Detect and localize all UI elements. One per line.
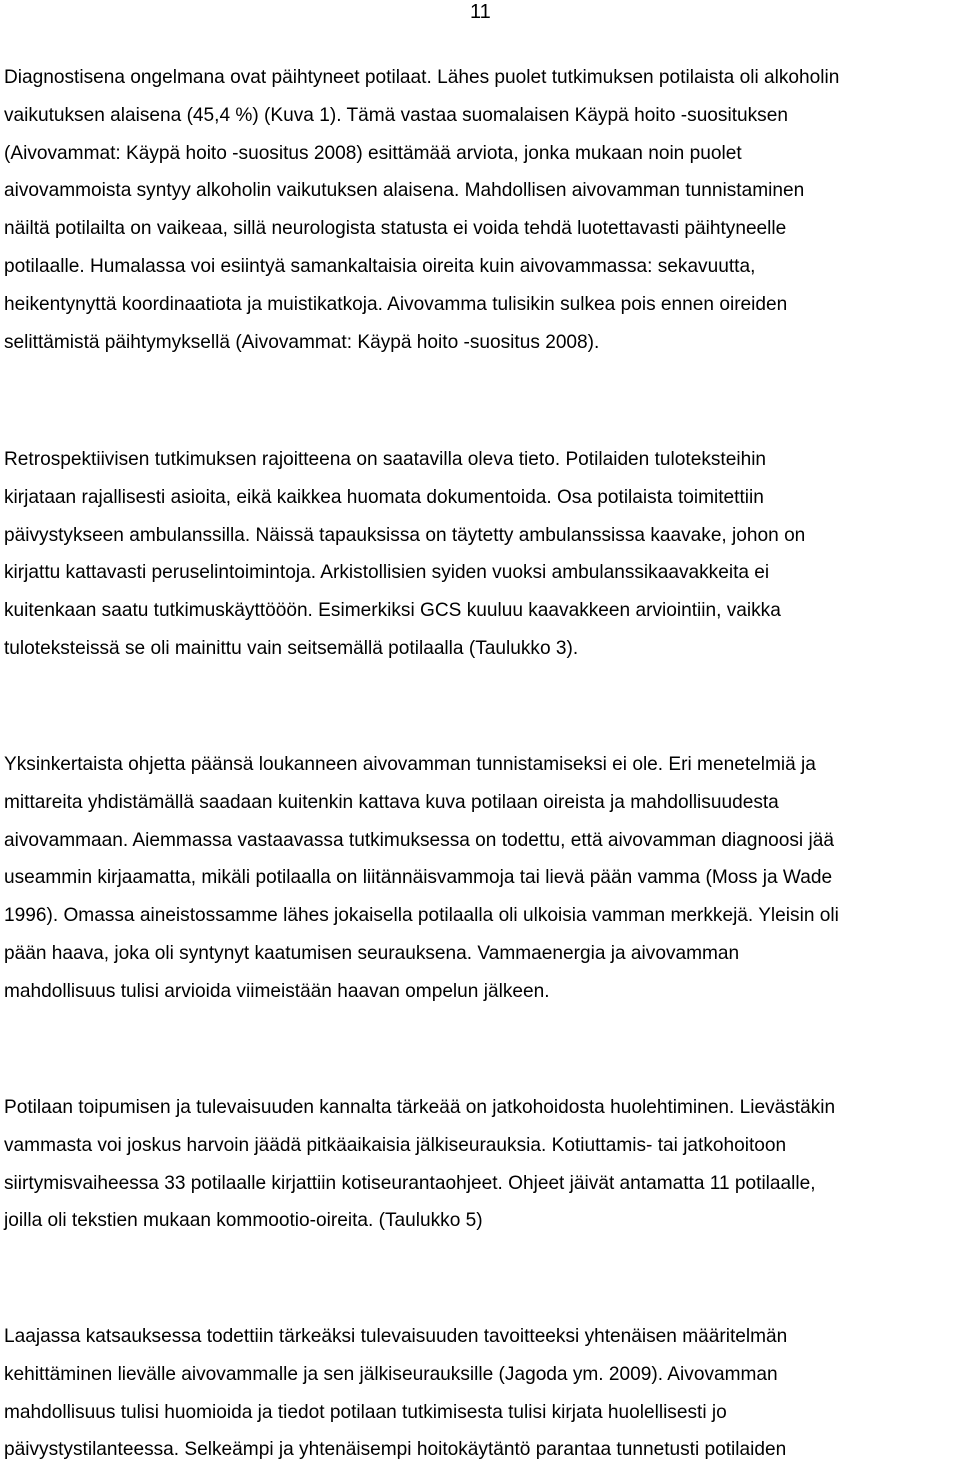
paragraph-2	[4, 441, 954, 668]
text-line: vammasta voi joskus harvoin jäädä pitkäaikaisia jälkiseurauksia. Kotiuttamis- tai jatkohoitoon	[4, 1134, 787, 1156]
text-line: siirtymisvaiheessa 33 potilaalle kirjattiin kotiseurantaohjeet. Ohjeet jäivät antamatta 11 potilaalle,	[4, 1172, 816, 1194]
text-line: (Aivovammat: Käypä hoito -suositus 2008) esittämää arviota, jonka mukaan noin puolet	[4, 142, 742, 164]
text-line: Potilaan toipumisen ja tulevaisuuden kannalta tärkeää on jatkohoidosta huolehtiminen. Lievästäkin	[4, 1097, 836, 1118]
text-line: vaikutuksen alaisena (45,4 %) (Kuva 1). Tämä vastaa suomalaisen Käypä hoito -suosituksen	[4, 104, 788, 126]
text-line: Laajassa katsauksessa todettiin tärkeäksi tulevaisuuden tavoitteeksi yhtenäisen määritelmän	[4, 1326, 788, 1347]
page-number: 11	[470, 1, 491, 23]
text-line: selittämistä päihtymyksellä (Aivovammat: Käypä hoito -suositus 2008).	[4, 331, 600, 353]
text-line: kehittäminen lievälle aivovammalle ja sen jälkiseurauksille (Jagoda ym. 2009). Aivovamman	[4, 1363, 778, 1385]
text-line: aivovammoista syntyy alkoholin vaikutuksen alaisena. Mahdollisen aivovamman tunnistaminen	[4, 180, 805, 202]
text-line: 1996). Omassa aineistossamme lähes jokaisella potilaalla oli ulkoisia vamman merkkejä. Yleisin oli	[4, 905, 839, 927]
text-line: mahdollisuus tulisi huomioida ja tiedot potilaan tutkimisesta tulisi kirjata huolellisesti jo	[4, 1401, 727, 1423]
paragraph-5	[4, 1318, 954, 1469]
text-line: potilaalle. Humalassa voi esiintyä samankaltaisia oireita kuin aivovammassa: sekavuutta,	[4, 255, 756, 277]
text-line: päivystykseen ambulanssilla. Näissä tapauksissa on täytetty ambulanssissa kaavake, johon on	[4, 524, 806, 546]
text-line: pään haava, joka oli syntynyt kaatumisen seurauksena. Vammaenergia ja aivovamman	[4, 942, 740, 964]
text-line: tuloteksteissä se oli mainittu vain seitsemällä potilaalla (Taulukko 3).	[4, 637, 579, 659]
paragraph-1	[4, 59, 954, 361]
text-line: Diagnostisena ongelmana ovat päihtyneet potilaat. Lähes puolet tutkimuksen potilaista oli alkoholin	[4, 67, 840, 88]
paragraph-4	[4, 1089, 954, 1240]
paragraph-3	[4, 746, 954, 1011]
text-line: mahdollisuus tulisi arvioida viimeistään haavan ompelun jälkeen.	[4, 980, 550, 1002]
text-line: useammin kirjaamatta, mikäli potilaalla on liitännäisvammoja tai lievä pään vamma (Moss ja Wade	[4, 867, 833, 889]
text-line: mittareita yhdistämällä saadaan kuitenkin kattava kuva potilaan oireista ja mahdollisuudesta	[4, 791, 779, 813]
text-line: näiltä potilailta on vaikeaa, sillä neurologista statusta ei voida tehdä luotettavasti päihtyneelle	[4, 218, 787, 240]
text-line: heikentynyttä koordinaatiota ja muistikatkoja. Aivovamma tulisikin sulkea pois ennen oireiden	[4, 293, 788, 315]
text-line: kirjataan rajallisesti asioita, eikä kaikkea huomata dokumentoida. Osa potilaista toimitettiin	[4, 486, 764, 508]
text-line: Yksinkertaista ohjetta päänsä loukanneen aivovamman tunnistamiseksi ei ole. Eri menetelmiä ja	[4, 754, 816, 775]
text-line: päivystystilanteessa. Selkeämpi ja yhtenäisempi hoitokäytäntö parantaa tunnetusti potilaiden	[4, 1439, 787, 1461]
text-line: joilla oli tekstien mukaan kommootio-oireita. (Taulukko 5)	[4, 1210, 483, 1232]
text-line: aivovammaan. Aiemmassa vastaavassa tutkimuksessa on todettu, että aivovamman diagnoosi jää	[4, 829, 834, 851]
text-line: kuitenkaan saatu tutkimuskäyttööön. Esimerkiksi GCS kuuluu kaavakkeen arviointiin, vaikka	[4, 600, 781, 622]
text-line: Retrospektiivisen tutkimuksen rajoitteena on saatavilla oleva tieto. Potilaiden tuloteksteihin	[4, 449, 767, 470]
text-line: kirjattu kattavasti peruselintoimintoja. Arkistollisien syiden vuoksi ambulanssikaavakkeita ei	[4, 562, 770, 584]
